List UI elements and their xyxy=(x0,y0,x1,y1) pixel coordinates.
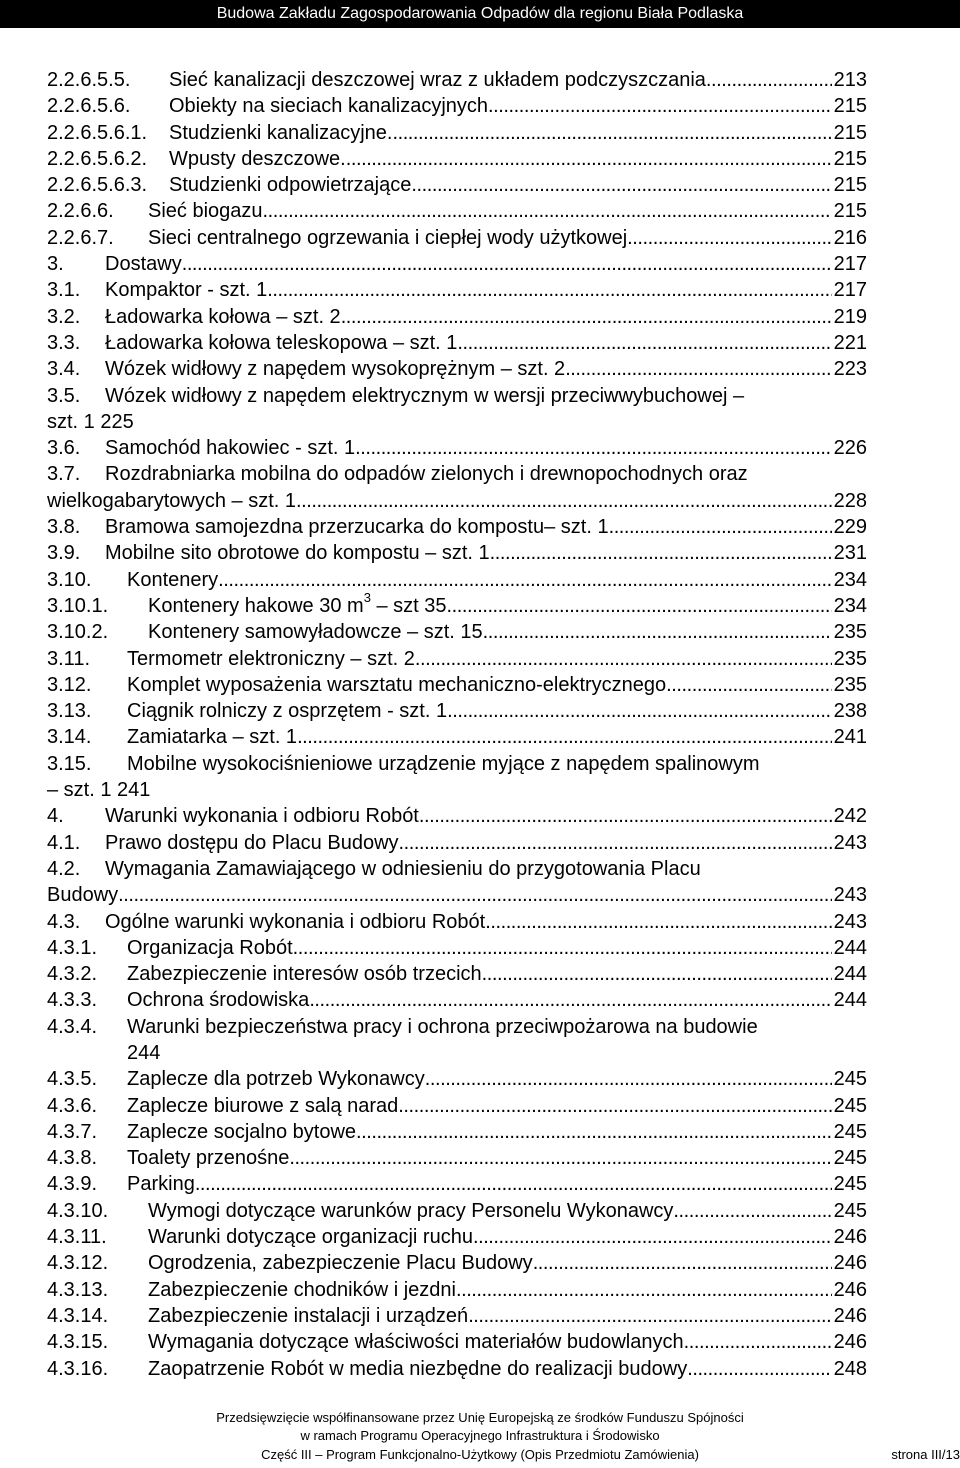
toc-entry-page: 244 xyxy=(833,936,867,959)
toc-entry-number: 2.2.6.6. xyxy=(47,200,114,223)
toc-entry[interactable] xyxy=(47,1066,867,1092)
toc-entry-number: 3. xyxy=(47,253,64,276)
toc-entry[interactable] xyxy=(47,961,867,987)
footer-document-line: Część III – Program Funkcjonalno-Użytkowy (Opis Przedmiotu Zamówienia) xyxy=(261,1447,699,1462)
toc-entry[interactable] xyxy=(47,383,867,409)
toc-entry-page: 213 xyxy=(833,69,867,91)
toc-entry-title: Bramowa samojezdna przerzucarka do kompostu– szt. 1 xyxy=(105,516,609,539)
toc-entry-page: 219 xyxy=(833,305,867,328)
toc-entry-number: 4.3.12. xyxy=(47,1252,109,1275)
toc-entry-title: Obiekty na sieciach kanalizacyjnych xyxy=(169,95,489,118)
toc-entry[interactable] xyxy=(47,1303,867,1329)
toc-entry-continuation[interactable] xyxy=(47,777,867,803)
toc-entry-number: 3.2. xyxy=(47,305,81,328)
toc-entry-page: 217 xyxy=(833,253,867,276)
toc-entry-number: 4.3.10. xyxy=(47,1199,109,1222)
dot-leader xyxy=(673,1198,831,1224)
dot-leader xyxy=(456,1277,832,1303)
toc-entry-page: 245 xyxy=(833,1173,867,1196)
dot-leader xyxy=(356,1119,832,1145)
toc-entry-title: Studzienki kanalizacyjne. xyxy=(169,121,393,144)
dot-leader xyxy=(263,198,832,224)
toc-entry-title-continued: – szt. 1 241 xyxy=(47,779,151,802)
toc-entry[interactable] xyxy=(47,1119,867,1145)
toc-entry-page: 246 xyxy=(833,1226,867,1249)
toc-entry-page: 215 xyxy=(833,95,867,118)
toc-entry[interactable] xyxy=(47,146,867,172)
dot-leader xyxy=(457,330,831,356)
dot-leader xyxy=(706,67,832,93)
toc-entry-page: 229 xyxy=(833,516,867,539)
toc-entry-title: Sieć biogazu xyxy=(148,200,263,223)
toc-entry-continuation[interactable] xyxy=(47,409,867,435)
toc-entry-title: Dostawy xyxy=(105,253,182,276)
toc-entry-title: Wymogi dotyczące warunków pracy Personelu Wykonawcy xyxy=(148,1199,674,1222)
toc-entry-title: Sieci centralnego ogrzewania i ciepłej wody użytkowej xyxy=(148,226,628,249)
toc-entry-page: 228 xyxy=(833,489,867,512)
dot-leader xyxy=(565,356,831,382)
toc-entry-number: 4.1. xyxy=(47,831,81,854)
toc-entry-page: 248 xyxy=(833,1357,867,1380)
toc-entry-number: 3.15. xyxy=(47,752,92,775)
toc-entry[interactable] xyxy=(47,619,867,645)
toc-entry-title: Zaplecze dla potrzeb Wykonawcy xyxy=(127,1068,425,1091)
toc-entry-number: 2.2.6.5.6.1. xyxy=(47,121,148,144)
toc-entry-number: 3.10.2. xyxy=(47,621,109,644)
toc-entry[interactable] xyxy=(47,987,867,1013)
toc-entry-page: 221 xyxy=(833,331,867,354)
dot-leader xyxy=(195,1171,832,1197)
dot-leader xyxy=(533,1250,832,1276)
toc-entry-number: 3.11. xyxy=(47,647,90,670)
toc-entry-number: 3.10.1. xyxy=(47,594,109,617)
toc-entry-number: 4.3.9. xyxy=(47,1173,98,1196)
toc-entry-number: 3.4. xyxy=(47,358,81,381)
toc-entry-number: 3.14. xyxy=(47,726,92,749)
toc-entry-number: 3.10. xyxy=(47,568,92,591)
toc-entry-title: Ogrodzenia, zabezpieczenie Placu Budowy xyxy=(148,1252,533,1275)
toc-entry-continuation[interactable] xyxy=(47,882,867,908)
dot-leader xyxy=(415,646,832,672)
toc-entry[interactable] xyxy=(47,120,867,146)
toc-entry-title: Komplet wyposażenia warsztatu mechaniczno-elektrycznego xyxy=(127,673,667,696)
dot-leader xyxy=(309,987,831,1013)
toc-entry-title: Zaplecze socjalno bytowe xyxy=(127,1120,357,1143)
toc-entry[interactable] xyxy=(47,67,867,93)
dot-leader xyxy=(627,225,831,251)
toc-entry[interactable] xyxy=(47,172,867,198)
toc-entry[interactable] xyxy=(47,435,867,461)
toc-entry-page: 245 xyxy=(833,1199,867,1222)
toc-entry-title: Wpusty deszczowe. xyxy=(169,147,346,170)
toc-entry-number: 3.5. xyxy=(47,384,81,407)
toc-entry[interactable] xyxy=(47,1224,867,1250)
toc-entry[interactable] xyxy=(47,225,867,251)
toc-entry-title: Kontenery xyxy=(127,568,219,591)
dot-leader xyxy=(468,1303,831,1329)
toc-entry-title-continued: 244 xyxy=(127,1041,161,1064)
toc-entry-title: Zabezpieczenie interesów osób trzecich xyxy=(127,963,482,986)
dot-leader xyxy=(687,1356,831,1382)
toc-entry-page: 245 xyxy=(833,1147,867,1170)
dot-leader xyxy=(609,514,832,540)
toc-entry-page: 235 xyxy=(833,621,867,644)
toc-entry[interactable] xyxy=(47,356,867,382)
toc-entry-number: 3.1. xyxy=(47,279,81,302)
toc-entry-number: 4.2. xyxy=(47,857,81,880)
toc-entry-title: Ochrona środowiska xyxy=(127,989,310,1012)
dot-leader xyxy=(419,803,832,829)
toc-entry-page: 215 xyxy=(833,200,867,223)
toc-entry[interactable] xyxy=(47,198,867,224)
dot-leader xyxy=(293,935,832,961)
toc-entry-number: 2.2.6.5.6.2. xyxy=(47,147,148,170)
toc-entry[interactable] xyxy=(47,304,867,330)
toc-entry-page: 215 xyxy=(833,121,867,144)
footer-funding-line: Przedsięwzięcie współfinansowane przez Unię Europejską ze środków Funduszu Spójności xyxy=(216,1410,744,1425)
toc-entry[interactable] xyxy=(47,724,867,750)
dot-leader xyxy=(447,698,832,724)
toc-entry-number: 4.3.13. xyxy=(47,1278,109,1301)
toc-entry[interactable] xyxy=(47,935,867,961)
toc-entry-page: 245 xyxy=(833,1094,867,1117)
toc-entry[interactable] xyxy=(47,277,867,303)
toc-entry-page: 246 xyxy=(833,1304,867,1327)
dot-leader xyxy=(666,672,831,698)
document-header xyxy=(0,0,960,28)
dot-leader xyxy=(346,146,832,172)
toc-entry[interactable] xyxy=(47,1171,867,1197)
toc-entry-number: 3.12. xyxy=(47,673,92,696)
toc-entry-page: 216 xyxy=(833,226,867,249)
toc-entry-number: 4.3. xyxy=(47,910,81,933)
dot-leader xyxy=(490,540,832,566)
toc-entry-title: Zaplecze biurowe z salą narad xyxy=(127,1094,399,1117)
toc-entry-continuation[interactable] xyxy=(47,488,867,514)
toc-entry[interactable] xyxy=(47,672,867,698)
toc-entry-title: Kompaktor - szt. 1 xyxy=(105,279,268,302)
toc-entry-page: 238 xyxy=(833,700,867,723)
toc-entry[interactable] xyxy=(47,646,867,672)
toc-entry-number: 2.2.6.5.6.3. xyxy=(47,174,148,197)
toc-entry-title: Ładowarka kołowa teleskopowa – szt. 1 xyxy=(105,331,458,354)
toc-entry-title: Zaopatrzenie Robót w media niezbędne do realizacji budowy xyxy=(148,1357,688,1380)
toc-entry-page: 231 xyxy=(833,542,867,565)
toc-entry[interactable] xyxy=(47,1329,867,1355)
toc-entry-number: 4.3.4. xyxy=(47,1015,98,1038)
dot-leader xyxy=(267,277,831,303)
toc-entry-number: 4.3.1. xyxy=(47,936,98,959)
toc-entry-title: Kontenery hakowe 30 $m^3$ – szt 35 xyxy=(148,593,447,619)
toc-entry[interactable] xyxy=(47,856,867,882)
toc-entry-number: 3.9. xyxy=(47,542,81,565)
toc-entry-title: Prawo dostępu do Placu Budowy xyxy=(105,831,399,854)
toc-entry-number: 4.3.16. xyxy=(47,1357,109,1380)
dot-leader xyxy=(398,1093,831,1119)
dot-leader xyxy=(118,882,831,908)
toc-entry-page: 242 xyxy=(833,805,867,828)
toc-entry-title: Rozdrabniarka mobilna do odpadów zielonych i drewnopochodnych oraz xyxy=(105,463,748,486)
toc-entry[interactable] xyxy=(47,593,867,619)
toc-entry-page: 215 xyxy=(833,174,867,197)
toc-entry-title: Wózek widłowy z napędem wysokoprężnym – szt. 2 xyxy=(105,358,566,381)
dot-leader xyxy=(485,909,831,935)
header-title: Budowa Zakładu Zagospodarowania Odpadów dla regionu Biała Podlaska xyxy=(216,5,744,22)
toc-entry[interactable] xyxy=(47,803,867,829)
toc-entry-number: 4.3.15. xyxy=(47,1331,109,1354)
toc-entry[interactable] xyxy=(47,1145,867,1171)
toc-entry-page: 246 xyxy=(833,1278,867,1301)
toc-entry[interactable] xyxy=(47,909,867,935)
toc-entry-page: 226 xyxy=(833,437,867,460)
toc-entry-title: Wózek widłowy z napędem elektrycznym w wersji przeciwwybuchowej – xyxy=(105,384,745,407)
toc-entry[interactable] xyxy=(47,514,867,540)
toc-entry-title: Warunki wykonania i odbioru Robót xyxy=(105,805,419,828)
dot-leader xyxy=(399,830,832,856)
toc-entry[interactable] xyxy=(47,93,867,119)
toc-entry[interactable] xyxy=(47,698,867,724)
toc-entry[interactable] xyxy=(47,330,867,356)
toc-entry-number: 3.13. xyxy=(47,700,92,723)
toc-entry-title: Samochód hakowiec - szt. 1 xyxy=(105,437,356,460)
toc-entry-page: 246 xyxy=(833,1331,867,1354)
table-of-contents xyxy=(47,67,867,1382)
dot-leader xyxy=(289,1145,831,1171)
toc-entry-title-continued: wielkogabarytowych – szt. 1 xyxy=(47,489,297,512)
toc-entry-title: Studzienki odpowietrzające xyxy=(169,174,412,197)
toc-entry-page: 235 xyxy=(833,647,867,670)
toc-entry-title-continued: szt. 1 225 xyxy=(47,410,134,433)
dot-leader xyxy=(473,1224,832,1250)
toc-entry-number: 3.3. xyxy=(47,331,81,354)
toc-entry-number: 4.3.2. xyxy=(47,963,98,986)
toc-entry[interactable] xyxy=(47,1198,867,1224)
toc-entry-title: Warunki bezpieczeństwa pracy i ochrona przeciwpożarowa na budowie xyxy=(127,1015,758,1038)
toc-entry[interactable] xyxy=(47,1277,867,1303)
dot-leader xyxy=(482,961,832,987)
toc-entry-number: 4.3.7. xyxy=(47,1120,98,1143)
toc-entry-page: 223 xyxy=(833,358,867,381)
toc-entry-title: Warunki dotyczące organizacji ruchu xyxy=(148,1226,473,1249)
toc-entry-page: 243 xyxy=(833,910,867,933)
toc-entry-number: 4.3.5. xyxy=(47,1068,98,1091)
toc-entry[interactable] xyxy=(47,1356,867,1382)
toc-entry-page: 243 xyxy=(833,884,867,907)
dot-leader xyxy=(684,1329,832,1355)
toc-entry-page: 234 xyxy=(833,568,867,591)
toc-entry-continuation[interactable] xyxy=(47,1040,867,1066)
toc-entry-title: Mobilne wysokociśnieniowe urządzenie myjące z napędem spalinowym xyxy=(127,752,760,775)
dot-leader xyxy=(218,567,831,593)
dot-leader xyxy=(297,724,832,750)
toc-entry-number: 4.3.11. xyxy=(47,1226,107,1249)
toc-entry-number: 4.3.3. xyxy=(47,989,98,1012)
toc-entry[interactable] xyxy=(47,1014,867,1040)
dot-leader xyxy=(392,120,831,146)
toc-entry-number: 2.2.6.7. xyxy=(47,226,114,249)
toc-entry-page: 235 xyxy=(833,673,867,696)
dot-leader xyxy=(341,304,832,330)
toc-entry-title: Ciągnik rolniczy z osprzętem - szt. 1 xyxy=(127,700,448,723)
toc-entry-title: Sieć kanalizacji deszczowej wraz z układem podczyszczania xyxy=(169,69,706,91)
toc-entry-number: 3.6. xyxy=(47,437,81,460)
toc-entry-page: 243 xyxy=(833,831,867,854)
toc-entry-title: Toalety przenośne xyxy=(127,1147,290,1170)
dot-leader xyxy=(488,93,832,119)
dot-leader xyxy=(296,488,832,514)
toc-entry-number: 2.2.6.5.5. xyxy=(47,69,131,91)
toc-entry-title: Zamiatarka – szt. 1 xyxy=(127,726,298,749)
toc-entry-number: 4.3.14. xyxy=(47,1304,109,1327)
toc-entry-page: 241 xyxy=(833,726,867,749)
toc-entry[interactable] xyxy=(47,751,867,777)
toc-entry-page: 246 xyxy=(833,1252,867,1275)
toc-entry-title: Termometr elektroniczny – szt. 2 xyxy=(127,647,415,670)
toc-entry-page: 244 xyxy=(833,963,867,986)
toc-entry-title: Ogólne warunki wykonania i odbioru Robót xyxy=(105,910,486,933)
toc-entry-page: 244 xyxy=(833,989,867,1012)
toc-entry[interactable] xyxy=(47,567,867,593)
dot-leader xyxy=(411,172,831,198)
dot-leader xyxy=(483,619,832,645)
toc-entry-title: Kontenery samowyładowcze – szt. 15 xyxy=(148,621,483,644)
toc-entry-title: Mobilne sito obrotowe do kompostu – szt. 1 xyxy=(105,542,490,565)
toc-entry-page: 234 xyxy=(833,594,867,617)
toc-entry[interactable] xyxy=(47,1093,867,1119)
toc-entry-page: 245 xyxy=(833,1068,867,1091)
dot-leader xyxy=(355,435,832,461)
toc-entry-title: Wymagania dotyczące właściwości materiałów budowlanych xyxy=(148,1331,684,1354)
toc-entry-number: 4.3.8. xyxy=(47,1147,98,1170)
toc-entry-title: Zabezpieczenie instalacji i urządzeń xyxy=(148,1304,469,1327)
toc-entry[interactable] xyxy=(47,1250,867,1276)
toc-entry-title: Organizacja Robót xyxy=(127,936,293,959)
dot-leader xyxy=(425,1066,832,1092)
toc-entry-title: Ładowarka kołowa – szt. 2 xyxy=(105,305,341,328)
toc-entry-title: Zabezpieczenie chodników i jezdni xyxy=(148,1278,456,1301)
dot-leader xyxy=(182,251,832,277)
toc-entry[interactable] xyxy=(47,540,867,566)
toc-entry-title-continued: Budowy xyxy=(47,884,119,907)
toc-entry-page: 215 xyxy=(833,147,867,170)
footer-program-line: w ramach Programu Operacyjnego Infrastruktura i Środowisko xyxy=(300,1428,660,1443)
toc-entry-title: Parking xyxy=(127,1173,195,1196)
toc-entry-number: 4. xyxy=(47,805,64,828)
toc-entry-number: 3.8. xyxy=(47,516,81,539)
toc-entry-number: 2.2.6.5.6. xyxy=(47,95,131,118)
footer-page-number: strona III/13 xyxy=(891,1447,960,1462)
superscript: 3 xyxy=(363,592,371,606)
toc-entry-title: Wymagania Zamawiającego w odniesieniu do przygotowania Placu xyxy=(105,857,701,880)
toc-entry[interactable] xyxy=(47,830,867,856)
toc-entry[interactable] xyxy=(47,461,867,487)
toc-entry[interactable] xyxy=(47,251,867,277)
toc-entry-page: 245 xyxy=(833,1120,867,1143)
toc-entry-page: 217 xyxy=(833,279,867,302)
toc-entry-number: 4.3.6. xyxy=(47,1094,98,1117)
dot-leader xyxy=(447,593,832,619)
toc-entry-number: 3.7. xyxy=(47,463,81,486)
